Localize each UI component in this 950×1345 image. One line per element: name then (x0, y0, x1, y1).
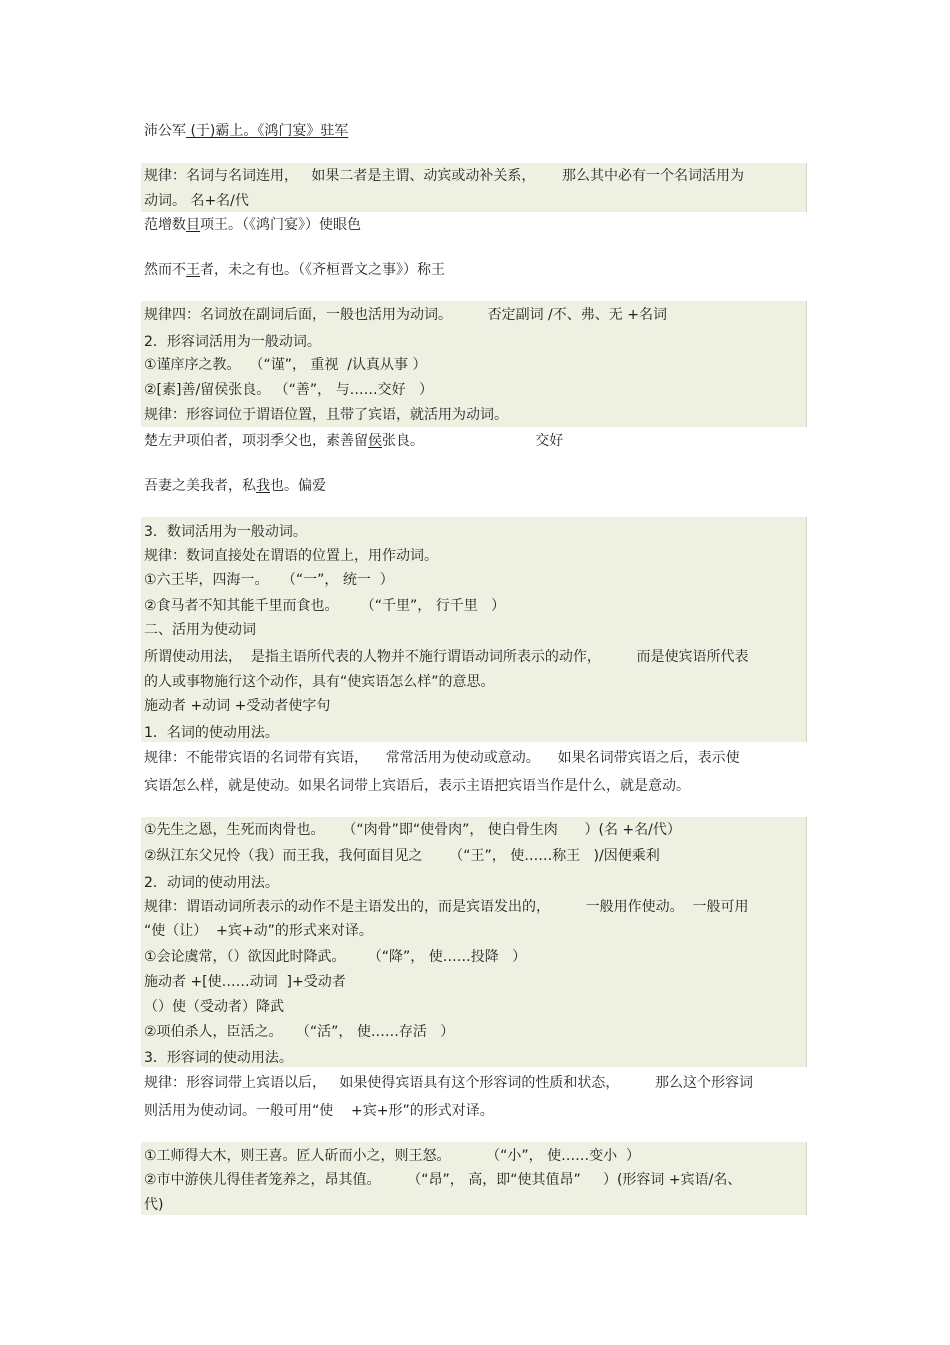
rule-line: 规律：不能带宾语的名词带有宾语， 常常活用为使动或意动。 如果名词带宾语之后，表示使 (144, 750, 740, 766)
rule-line: 宾语怎么样，就是使动。如果名词带上宾语后，表示主语把宾语当作是什么，就是意动。 (144, 778, 690, 794)
rule-line: 规律四：名词放在副词后面，一般也活用为动词。 否定副词 /不、弗、无 +名词 (144, 307, 667, 323)
example-line: ②[素]善/留侯张良。 （“善”， 与……交好 ） (144, 382, 433, 398)
formula-line: （）使（受动者）降武 (144, 999, 284, 1015)
section-heading: 1．名词的使动用法。 (144, 725, 279, 741)
section-heading: 2．形容词活用为一般动词。 (144, 334, 321, 350)
example-line: 范增数目项王。（《鸿门宴》）使眼色 (144, 217, 361, 233)
section-heading: 二、活用为使动词 (144, 622, 256, 638)
rule-line: 规律：数词直接处在谓语的位置上，用作动词。 (144, 548, 438, 564)
section-heading: 3．形容词的使动用法。 (144, 1050, 293, 1066)
example-line: 吾妻之美我者，私我也。偏爱 (144, 478, 326, 494)
rule-line: 则活用为使动词。一般可用“使 +宾+形”的形式对译。 (144, 1103, 494, 1119)
section-heading: 2．动词的使动用法。 (144, 875, 279, 891)
example-line: ①谨庠序之教。 （“谨”， 重视 /认真从事 ） (144, 357, 427, 373)
section-heading: 3．数词活用为一般动词。 (144, 524, 307, 540)
example-line: 楚左尹项伯者，项羽季父也，素善留侯张良。 交好 (144, 433, 564, 449)
body-line: 所谓使动用法， 是指主语所代表的人物并不施行谓语动词所表示的动作， 而是使宾语所代表 (144, 649, 749, 665)
example-line: ②纵江东父兄怜（我）而王我，我何面目见之 （“王”， 使……称王 )/因便乘利 (144, 848, 660, 864)
rule-line: 规律：形容词位于谓语位置，且带了宾语，就活用为动词。 (144, 407, 508, 423)
example-line: ②项伯杀人，臣活之。 （“活”， 使……存活 ） (144, 1024, 455, 1040)
example-line: ②食马者不知其能千里而食也。 （“千里”， 行千里 ） (144, 598, 506, 614)
example-line: ①六王毕，四海一。 （“一”， 统一 ） (144, 572, 394, 588)
rule-line: 动词。 名+名/代 (144, 193, 249, 209)
example-line: ①工师得大木，则王喜。匠人斫而小之，则王怒。 （“小”， 使……变小 ） (144, 1148, 641, 1164)
formula-line: 施动者 +[使……动词 ]+受动者 (144, 974, 346, 990)
example-line: 然而不王者，未之有也。（《齐桓晋文之事》）称王 (144, 262, 445, 278)
rule-line: “使（让） +宾+动”的形式来对译。 (144, 923, 373, 939)
example-line: ②市中游侠儿得佳者笼养之，昂其值。 （“昂”， 高，即“使其值昂” ）(形容词 +宾语/名、 (144, 1172, 742, 1188)
example-line: ①先生之恩，生死而肉骨也。 （“肉骨”即“使骨肉”， 使白骨生肉 ）(名 +名/代） (144, 822, 681, 838)
example-line: ①会论虞常，（）欲因此时降武。 （“降”， 使……投降 ） (144, 949, 527, 965)
rule-line: 规律：谓语动词所表示的动作不是主语发出的，而是宾语发出的， 一般用作使动。 一般可用 (144, 899, 749, 915)
body-line: 施动者 +动词 +受动者使字句 (144, 698, 331, 714)
body-line: 的人或事物施行这个动作，具有“使宾语怎么样”的意思。 (144, 674, 495, 690)
example-line: 沛公军 (于)霸上。《鸿门宴》驻军 (144, 123, 349, 139)
example-line: 代) (144, 1197, 164, 1213)
rule-line: 规律：形容词带上宾语以后， 如果使得宾语具有这个形容词的性质和状态， 那么这个形容词 (144, 1075, 753, 1091)
rule-line: 规律：名词与名词连用， 如果二者是主谓、动宾或动补关系， 那么其中必有一个名词活用为 (144, 168, 745, 184)
